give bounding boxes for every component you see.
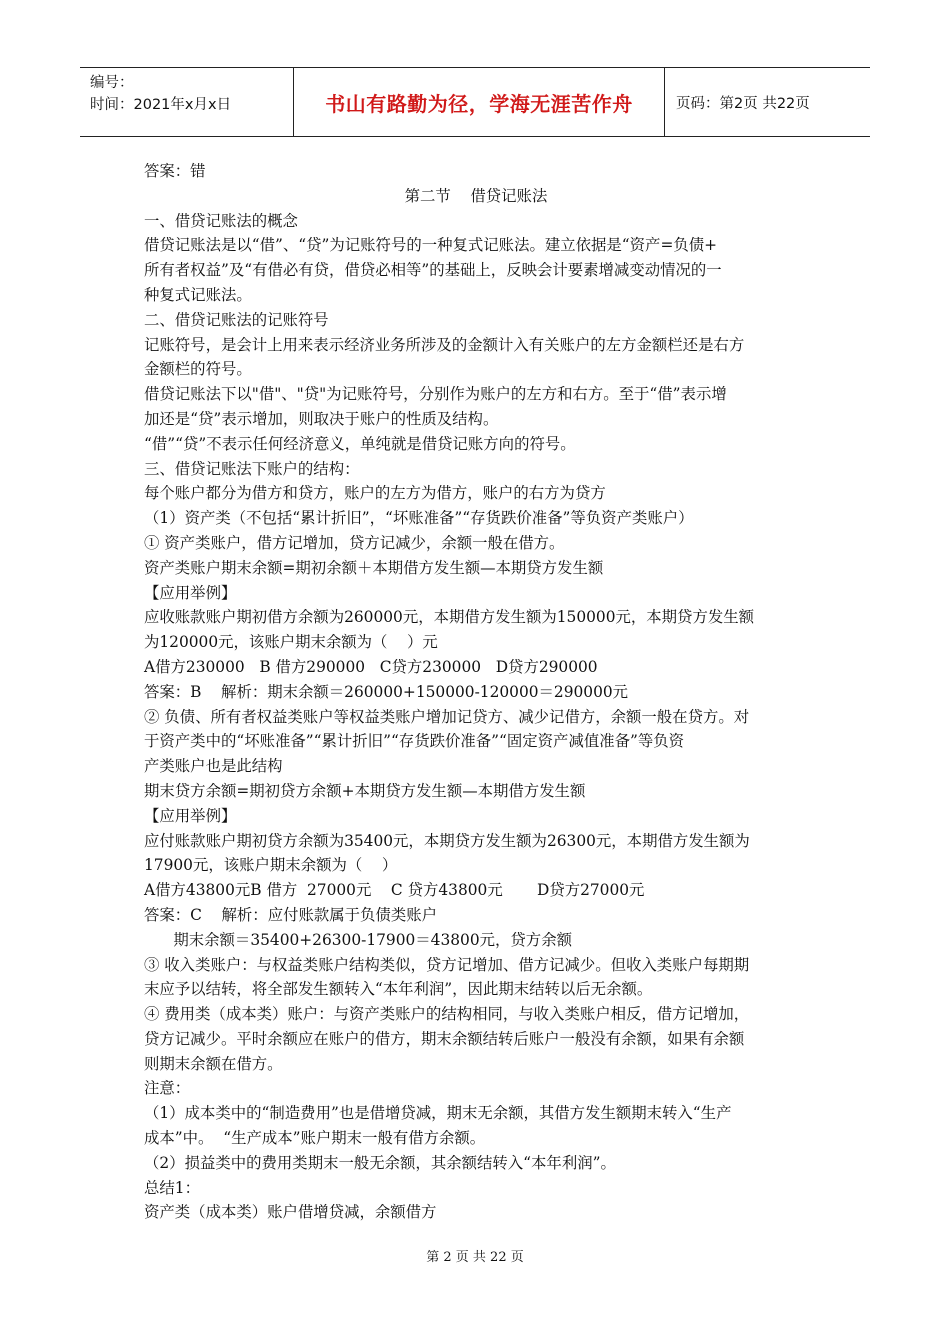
text-line: 应收账款账户期初借方余额为260000元，本期借方发生额为150000元，本期贷方发生额: [144, 608, 755, 627]
page-footer: 第 2 页 共 22 页: [426, 1250, 524, 1265]
text-line: 总结1：: [144, 1178, 200, 1197]
text-line: 借贷记账法是以“借”、“贷”为记账符号的一种复式记账法。建立依据是“资产=负债+: [144, 236, 718, 255]
text-line: “借”“贷”不表示任何经济意义，单纯就是借贷记账方向的符号。: [144, 434, 576, 453]
text-line: （2）损益类中的费用类期末一般无余额，其余额结转入“本年利润”。: [144, 1153, 616, 1172]
text-line: 则期末余额在借方。: [144, 1054, 283, 1073]
section-title: 第二节 借贷记账法: [404, 186, 548, 205]
text-line: 成本”中。 “生产成本”账户期末一般有借方余额。: [144, 1129, 486, 1148]
document-body: [144, 159, 808, 1225]
text-line: 贷方记减少。平时余额应在账户的借方，期末余额结转后账户一般没有余额，如果有余额: [144, 1029, 745, 1048]
text-line: ② 负债、所有者权益类账户等权益类账户增加记贷方、减少记借方，余额一般在贷方。对: [144, 707, 750, 726]
text-line: 为120000元，该账户期末余额为（ ）元: [144, 633, 438, 652]
page-header: [80, 67, 870, 137]
text-line: 答案：B 解析：期末余额＝260000+150000-120000＝290000元: [144, 682, 629, 701]
text-line: 种复式记账法。: [144, 285, 252, 304]
text-line: 期末贷方余额=期初贷方余额+本期贷方发生额—本期借方发生额: [144, 781, 586, 800]
text-line: 加还是“贷”表示增加，则取决于账户的性质及结构。: [144, 409, 499, 428]
time-label: 时间：2021年x月x日: [90, 97, 232, 113]
text-line: 应付账款账户期初贷方余额为35400元，本期贷方发生额为26300元，本期借方发生额为: [144, 831, 750, 850]
text-line: 所有者权益”及“有借必有贷，借贷必相等”的基础上，反映会计要素增减变动情况的一: [144, 261, 722, 280]
text-line: 【应用举例】: [144, 806, 237, 825]
text-line: 期末余额＝35400+26300-17900＝43800元，贷方余额: [144, 930, 572, 949]
text-line: 注意：: [144, 1079, 191, 1098]
header-info-cell: [80, 68, 294, 136]
text-line: 答案：C 解析：应付账款属于负债类账户: [144, 905, 437, 924]
text-line: 于资产类中的“坏账准备”“累计折旧”“存货跌价准备”“固定资产减值准备”等负资: [144, 732, 685, 751]
header-motto: 书山有路勤为径，学海无涯苦作舟: [294, 68, 665, 136]
text-line: 记账符号，是会计上用来表示经济业务所涉及的金额计入有关账户的左方金额栏还是右方: [144, 335, 745, 354]
text-line: 资产类（成本类）账户借增贷减，余额借方: [144, 1203, 437, 1222]
text-line: A借方43800元B 借方 27000元 C 贷方43800元 D贷方27000元: [144, 881, 645, 900]
header-page-label: 页码：第2页 共22页: [676, 95, 810, 112]
text-line: （1）资产类（不包括“累计折旧”，“坏账准备”“存货跌价准备”等负资产类账户）: [144, 509, 694, 528]
text-line: 二、借贷记账法的记账符号: [144, 310, 329, 329]
number-label: 编号：: [90, 75, 134, 91]
text-line: A借方230000 B 借方290000 C贷方230000 D贷方290000: [144, 657, 598, 676]
text-line: 产类账户也是此结构: [144, 757, 283, 776]
text-line: 17900元，该账户期末余额为（ ）: [144, 856, 398, 875]
text-line: 金额栏的符号。: [144, 360, 252, 379]
text-line: （1）成本类中的“制造费用”也是借增贷减，期末无余额，其借方发生额期末转入“生产: [144, 1104, 732, 1123]
text-line: 资产类账户期末余额=期初余额＋本期借方发生额—本期贷方发生额: [144, 558, 604, 577]
text-line: 【应用举例】: [144, 583, 237, 602]
text-line: ③ 收入类账户：与权益类账户结构类似，贷方记增加、借方记减少。但收入类账户每期期: [144, 955, 750, 974]
text-line: 三、借贷记账法下账户的结构：: [144, 459, 360, 478]
text-line: 借贷记账法下以"借"、"贷"为记账符号，分别作为账户的左方和右方。至于“借”表示增: [144, 385, 727, 404]
text-line: 末应予以结转，将全部发生额转入“本年利润”，因此期末结转以后无余额。: [144, 980, 653, 999]
text-line: ④ 费用类（成本类）账户：与资产类账户的结构相同，与收入类账户相反，借方记增加，: [144, 1005, 750, 1024]
text-line: 每个账户都分为借方和贷方，账户的左方为借方，账户的右方为贷方: [144, 484, 606, 503]
text-line: 答案：错: [144, 162, 206, 180]
text-line: 一、借贷记账法的概念: [144, 211, 298, 230]
text-line: ① 资产类账户，借方记增加，贷方记减少，余额一般在借方。: [144, 533, 565, 552]
